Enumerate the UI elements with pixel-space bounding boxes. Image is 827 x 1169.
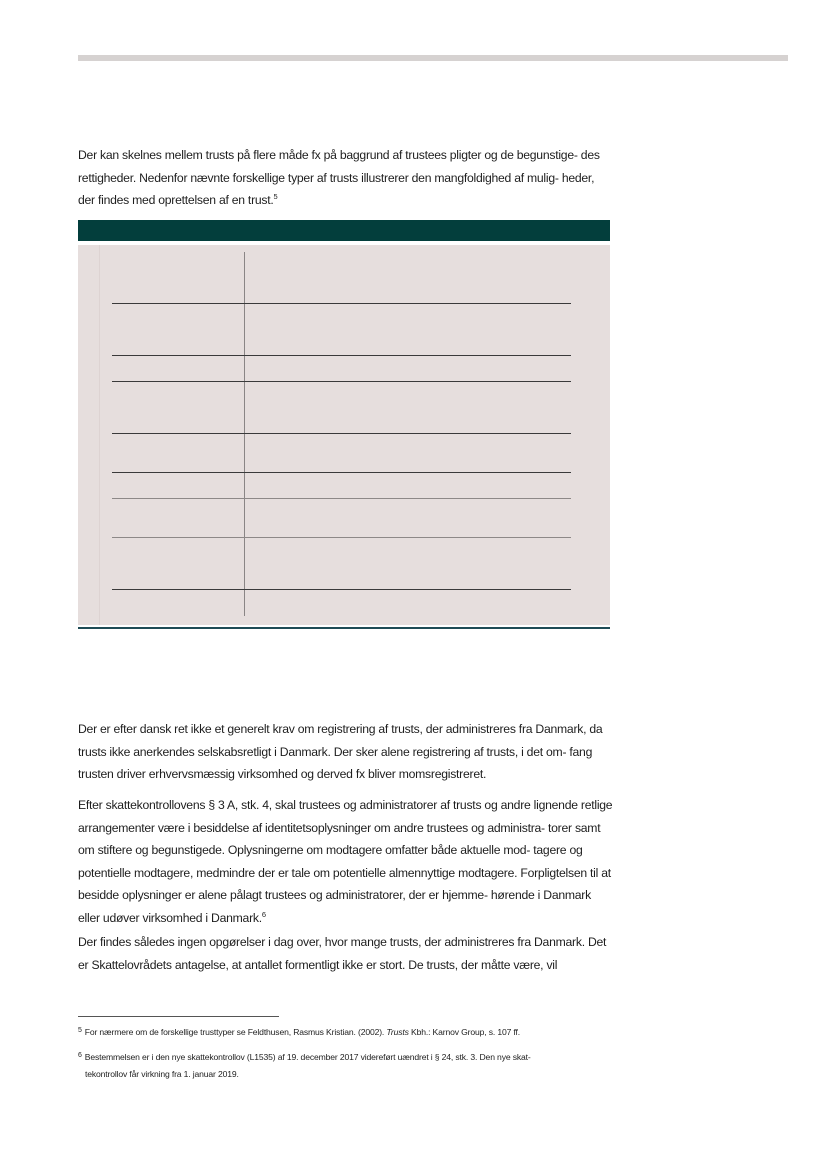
table-row-rule <box>112 472 571 473</box>
footnote-ref-6: 6 <box>261 909 266 919</box>
footnote-6: $^6$ Bestemmelsen er i den nye skattekontrollov (L1535) af 19. december 2017 videreført uændret i § 24, stk. 3. Den nye skat- tekontrollov får virkning fra 1. januar 2019. <box>78 1052 531 1079</box>
tax-control-paragraph: Efter skattekontrollovens § 3 A, stk. 4, skal trustees og administratorer af trusts og andre lignende retlige arrangementer være i besiddelse af identitetsoplysninger om andre trustees og administra- torer samt om stiftere og begunstigede. Oplysningerne om modtagere omfatter både aktuelle mod- tagere og potentielle modtagere, medmindre der er tale om potentielle almennyttige modtagere. Forpligtelsen til at besidde oplysninger er alene pålagt trustees og administratorer, der er hjemme- hørende i Danmark eller udøver virksomhed i Danmark.$^6$ <box>78 798 613 925</box>
table-row-rule <box>112 355 571 356</box>
table-row-rule <box>112 498 571 499</box>
registration-paragraph: Der er efter dansk ret ikke et generelt krav om registrering af trusts, der administreres fra Danmark, da trusts ikke anerkendes selskabsretligt i Danmark. Der sker alene registrering af trusts, i det om- fang trusten driver erhvervsmæssig virksomhed og derved fx bliver momsregistreret. <box>78 722 603 781</box>
statistics-paragraph: Der findes således ingen opgørelser i dag over, hvor mange trusts, der administreres fra Danmark. Det er Skattelovrådets antagelse, at antallet formentligt ikke er stort. De trusts, der måtte være, vil <box>78 935 607 972</box>
table-row-rule <box>112 537 571 538</box>
table-bottom-rule <box>78 627 610 629</box>
table-column-divider <box>244 252 245 616</box>
intro-paragraph: Der kan skelnes mellem trusts på flere måde fx på baggrund af trustees pligter og de begunstige- des rettigheder. Nedenfor nævnte forskellige typer af trusts illustrerer den mangfoldighed af mulig- heder, der findes med oprettelsen af en trust.$^5$ <box>78 148 600 207</box>
table-row-rule <box>112 433 571 434</box>
footnote-5: $^5$ For nærmere om de forskellige trusttyper se Feldthusen, Rasmus Kristian. (2002). Trusts Kbh.: Karnov Group, s. 107 ff. <box>78 1027 521 1037</box>
footnote-ref-5: 5 <box>273 192 278 201</box>
table-body <box>78 245 610 625</box>
table-header-bar <box>78 220 610 241</box>
table-row-rule <box>112 303 571 304</box>
footnote-marker: 6 <box>78 1052 82 1059</box>
footnote-separator <box>78 1016 279 1017</box>
table-row-rule <box>112 589 571 590</box>
table-row-rule <box>112 381 571 382</box>
table-cell-edge <box>99 245 100 625</box>
page-top-rule <box>78 55 788 61</box>
footnote-marker: 5 <box>78 1027 82 1034</box>
